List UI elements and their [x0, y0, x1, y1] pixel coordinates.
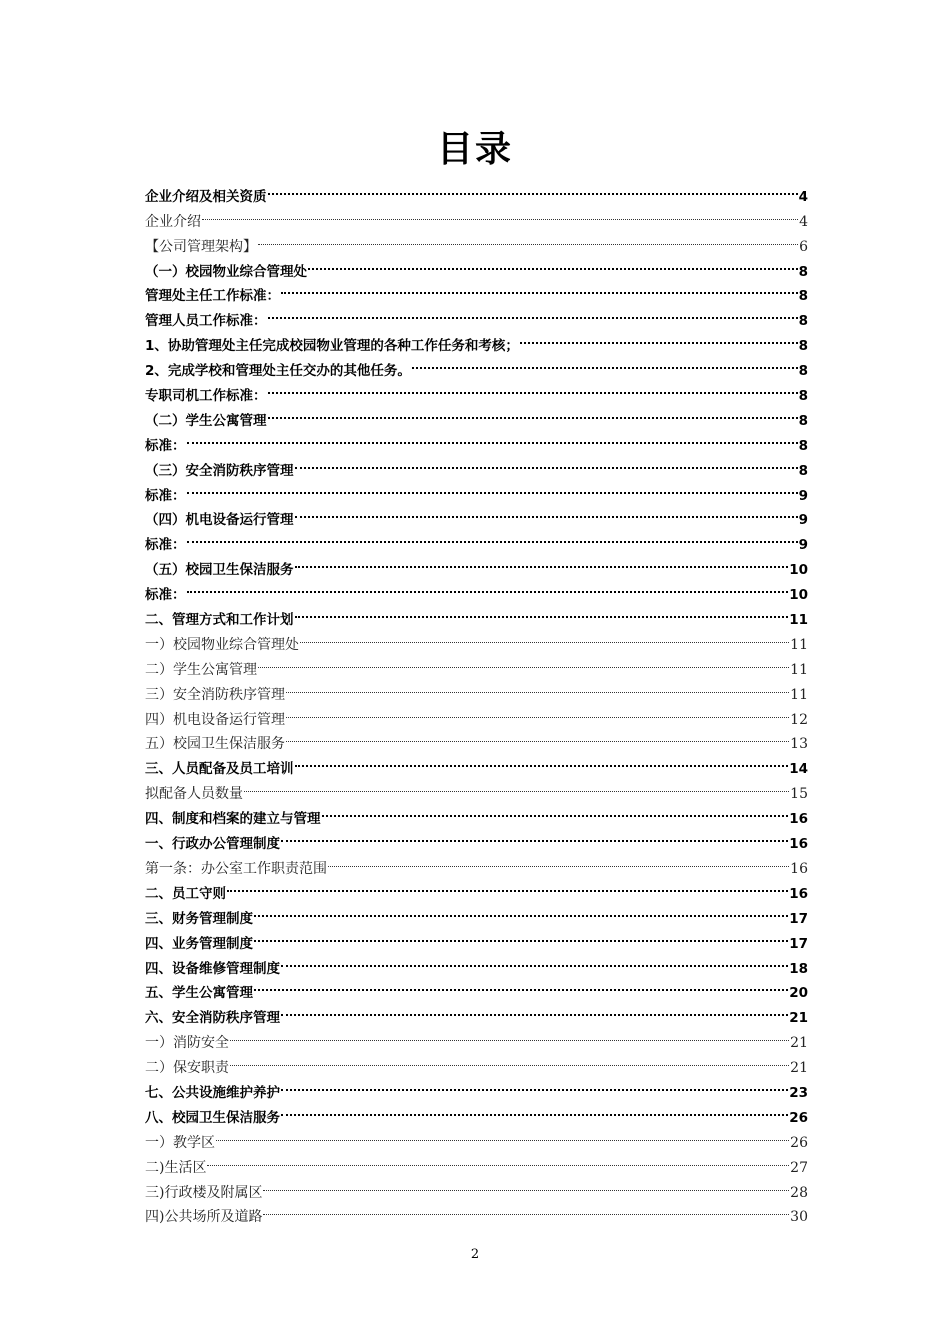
- toc-entry-page: 8: [798, 462, 808, 479]
- toc-entry-text: 一）教学区: [145, 1134, 215, 1151]
- toc-entry-page: 16: [789, 885, 808, 902]
- toc-entry-text: 2、完成学校和管理处主任交办的其他任务。: [145, 363, 411, 380]
- toc-entry-text: （五）校园卫生保洁服务: [145, 562, 294, 579]
- toc-entry-page: 8: [798, 412, 808, 429]
- toc-entry[interactable]: [145, 574, 808, 604]
- toc-dot-leader: [254, 973, 788, 998]
- toc-dot-leader: [295, 599, 789, 624]
- toc-entry-page: 27: [790, 1159, 808, 1176]
- toc-dot-leader: [230, 1022, 789, 1047]
- toc-dot-leader: [187, 425, 798, 450]
- toc-entry-page: 23: [789, 1084, 808, 1101]
- toc-dot-leader: [308, 251, 798, 276]
- toc-entry[interactable]: [145, 873, 808, 902]
- toc-dot-leader: [254, 923, 788, 948]
- toc-dot-leader: [263, 1197, 789, 1222]
- toc-entry-text: 标准：: [145, 437, 186, 454]
- toc-title: 目录: [436, 129, 513, 170]
- toc-dot-leader: [286, 699, 789, 724]
- toc-dot-leader: [216, 1122, 789, 1147]
- toc-entry-text: 三、财务管理制度: [145, 910, 253, 927]
- toc-entry-text: 二)生活区: [145, 1159, 207, 1176]
- toc-entry-page: 6: [799, 238, 808, 255]
- toc-entry-page: 16: [790, 860, 808, 877]
- toc-entry-text: 企业介绍: [145, 213, 201, 230]
- toc-entry[interactable]: [145, 798, 808, 828]
- toc-dot-leader: [281, 276, 798, 301]
- toc-entry-page: 12: [790, 711, 808, 728]
- toc-entry-text: 管理处主任工作标准：: [145, 288, 280, 305]
- toc-entry-page: 17: [789, 910, 808, 927]
- toc-entry-page: 11: [790, 661, 808, 678]
- toc-dot-leader: [286, 724, 789, 749]
- toc-entry-text: （四）机电设备运行管理: [145, 512, 294, 529]
- toc-entry-page: 28: [790, 1184, 808, 1201]
- toc-entry[interactable]: [145, 226, 808, 255]
- toc-entry-text: 四）机电设备运行管理: [145, 711, 285, 728]
- toc-entry-text: 标准：: [145, 537, 186, 554]
- toc-entry-text: （一）校园物业综合管理处: [145, 263, 307, 280]
- toc-entry-text: 二）保安职责: [145, 1060, 229, 1077]
- toc-entry-text: 四)公共场所及道路: [145, 1209, 263, 1226]
- toc-entry-page: 26: [789, 1109, 808, 1126]
- toc-dot-leader: [230, 1047, 789, 1072]
- toc-entry[interactable]: [145, 524, 808, 554]
- toc-dot-leader: [295, 549, 789, 574]
- toc-dot-leader: [281, 1072, 788, 1097]
- toc-dot-leader: [268, 300, 798, 325]
- toc-dot-leader: [268, 375, 798, 400]
- toc-dot-leader: [322, 798, 789, 823]
- toc-entry-text: 一）消防安全: [145, 1035, 229, 1052]
- toc-entry-page: 4: [799, 213, 808, 230]
- toc-entry[interactable]: [145, 500, 808, 529]
- toc-entry-text: 标准：: [145, 587, 186, 604]
- toc-entry[interactable]: [145, 599, 808, 629]
- toc-entry-text: 企业介绍及相关资质: [145, 188, 267, 205]
- toc-entry-text: （三）安全消防秩序管理: [145, 462, 294, 479]
- toc-dot-leader: [281, 948, 788, 973]
- toc-entry-text: 1、协助管理处主任完成校园物业管理的各种工作任务和考核；: [145, 338, 519, 355]
- toc-dot-leader: [258, 226, 798, 251]
- toc-entry[interactable]: [145, 1172, 808, 1201]
- toc-entry-page: 26: [790, 1134, 808, 1151]
- toc-entry-page: 11: [790, 636, 808, 653]
- toc-dot-leader: [244, 773, 789, 798]
- toc-entry-page: 11: [789, 612, 808, 629]
- toc-dot-leader: [295, 500, 798, 525]
- toc-entry-text: 拟配备人员数量: [145, 786, 243, 803]
- toc-entry-text: 五）校园卫生保洁服务: [145, 736, 285, 753]
- toc-entry-text: （二）学生公寓管理: [145, 412, 267, 429]
- toc-entry[interactable]: [145, 176, 808, 205]
- toc-entry-page: 21: [789, 1010, 808, 1027]
- page-number: 2: [470, 1247, 480, 1262]
- toc-entry-page: 20: [789, 985, 808, 1002]
- toc-dot-leader: [227, 873, 788, 898]
- toc-dot-leader: [520, 325, 798, 350]
- toc-dot-leader: [254, 898, 788, 923]
- toc-entry-text: 三、人员配备及员工培训: [145, 761, 294, 778]
- toc-entry-text: 四、设备维修管理制度: [145, 960, 280, 977]
- toc-entry-text: 标准：: [145, 487, 186, 504]
- toc-entry-page: 14: [789, 761, 808, 778]
- toc-entry-page: 8: [798, 437, 808, 454]
- toc-entry-page: 21: [790, 1035, 808, 1052]
- toc-entry-page: 8: [798, 338, 808, 355]
- toc-dot-leader: [268, 400, 798, 425]
- toc-entry-page: 9: [798, 487, 808, 504]
- toc-entry-page: 10: [789, 562, 808, 579]
- toc-entry-text: 二、管理方式和工作计划: [145, 612, 294, 629]
- toc-entry[interactable]: [145, 475, 808, 504]
- toc-dot-leader: [258, 649, 789, 674]
- toc-dot-leader: [202, 201, 798, 226]
- toc-entry-text: 八、校园卫生保洁服务: [145, 1109, 280, 1126]
- toc-entry-text: 三）安全消防秩序管理: [145, 686, 285, 703]
- toc-entry-page: 21: [790, 1060, 808, 1077]
- toc-entry-text: 【公司管理架构】: [145, 238, 257, 255]
- toc-entry-text: 一、行政办公管理制度: [145, 836, 280, 853]
- toc-entry-text: 管理人员工作标准：: [145, 313, 267, 330]
- toc-dot-leader: [263, 1172, 789, 1197]
- toc-entry-page: 8: [798, 313, 808, 330]
- toc-list: [145, 176, 808, 1226]
- toc-entry[interactable]: [145, 425, 808, 454]
- toc-dot-leader: [187, 524, 798, 549]
- toc-entry-text: 二、员工守则: [145, 885, 226, 902]
- toc-entry-text: 第一条：办公室工作职责范围: [145, 860, 327, 877]
- toc-dot-leader: [281, 997, 788, 1022]
- toc-entry[interactable]: [145, 1147, 808, 1176]
- toc-entry[interactable]: [145, 549, 808, 579]
- toc-entry[interactable]: [145, 773, 808, 803]
- toc-entry[interactable]: [145, 1072, 808, 1101]
- toc-entry[interactable]: [145, 450, 808, 479]
- toc-entry-text: 二）学生公寓管理: [145, 661, 257, 678]
- toc-entry-text: 三)行政楼及附属区: [145, 1184, 263, 1201]
- toc-dot-leader: [412, 350, 798, 375]
- toc-entry-page: 18: [789, 960, 808, 977]
- toc-entry[interactable]: [145, 201, 808, 230]
- toc-entry-page: 9: [798, 512, 808, 529]
- toc-entry-page: 8: [798, 288, 808, 305]
- toc-dot-leader: [281, 823, 788, 848]
- toc-dot-leader: [295, 450, 798, 475]
- toc-entry-page: 17: [789, 935, 808, 952]
- toc-entry-text: 专职司机工作标准：: [145, 388, 267, 405]
- toc-entry[interactable]: [145, 1022, 808, 1052]
- toc-entry[interactable]: [145, 1122, 808, 1151]
- toc-dot-leader: [207, 1147, 789, 1172]
- toc-entry-page: 10: [789, 587, 808, 604]
- toc-entry-page: 16: [789, 811, 808, 828]
- toc-entry-page: 8: [798, 363, 808, 380]
- toc-dot-leader: [286, 674, 789, 699]
- toc-entry-page: 15: [790, 786, 808, 803]
- toc-dot-leader: [187, 475, 798, 500]
- toc-dot-leader: [295, 748, 789, 773]
- toc-entry-text: 一）校园物业综合管理处: [145, 636, 299, 653]
- toc-entry-text: 七、公共设施维护养护: [145, 1084, 280, 1101]
- toc-dot-leader: [187, 574, 789, 599]
- toc-entry-text: 四、制度和档案的建立与管理: [145, 811, 321, 828]
- toc-dot-leader: [328, 848, 789, 873]
- toc-entry-page: 16: [789, 836, 808, 853]
- toc-entry-page: 9: [798, 537, 808, 554]
- toc-entry-page: 30: [790, 1209, 808, 1226]
- toc-entry[interactable]: [145, 898, 808, 927]
- toc-dot-leader: [281, 1097, 788, 1122]
- toc-entry-text: 四、业务管理制度: [145, 935, 253, 952]
- toc-entry-text: 六、安全消防秩序管理: [145, 1010, 280, 1027]
- toc-dot-leader: [300, 624, 789, 649]
- toc-dot-leader: [268, 176, 798, 201]
- toc-entry-page: 8: [798, 263, 808, 280]
- toc-entry-page: 11: [790, 686, 808, 703]
- toc-entry-page: 4: [798, 188, 808, 205]
- toc-entry-page: 13: [790, 736, 808, 753]
- toc-entry-page: 8: [798, 388, 808, 405]
- toc-entry-text: 五、学生公寓管理: [145, 985, 253, 1002]
- toc-entry[interactable]: [145, 1047, 808, 1077]
